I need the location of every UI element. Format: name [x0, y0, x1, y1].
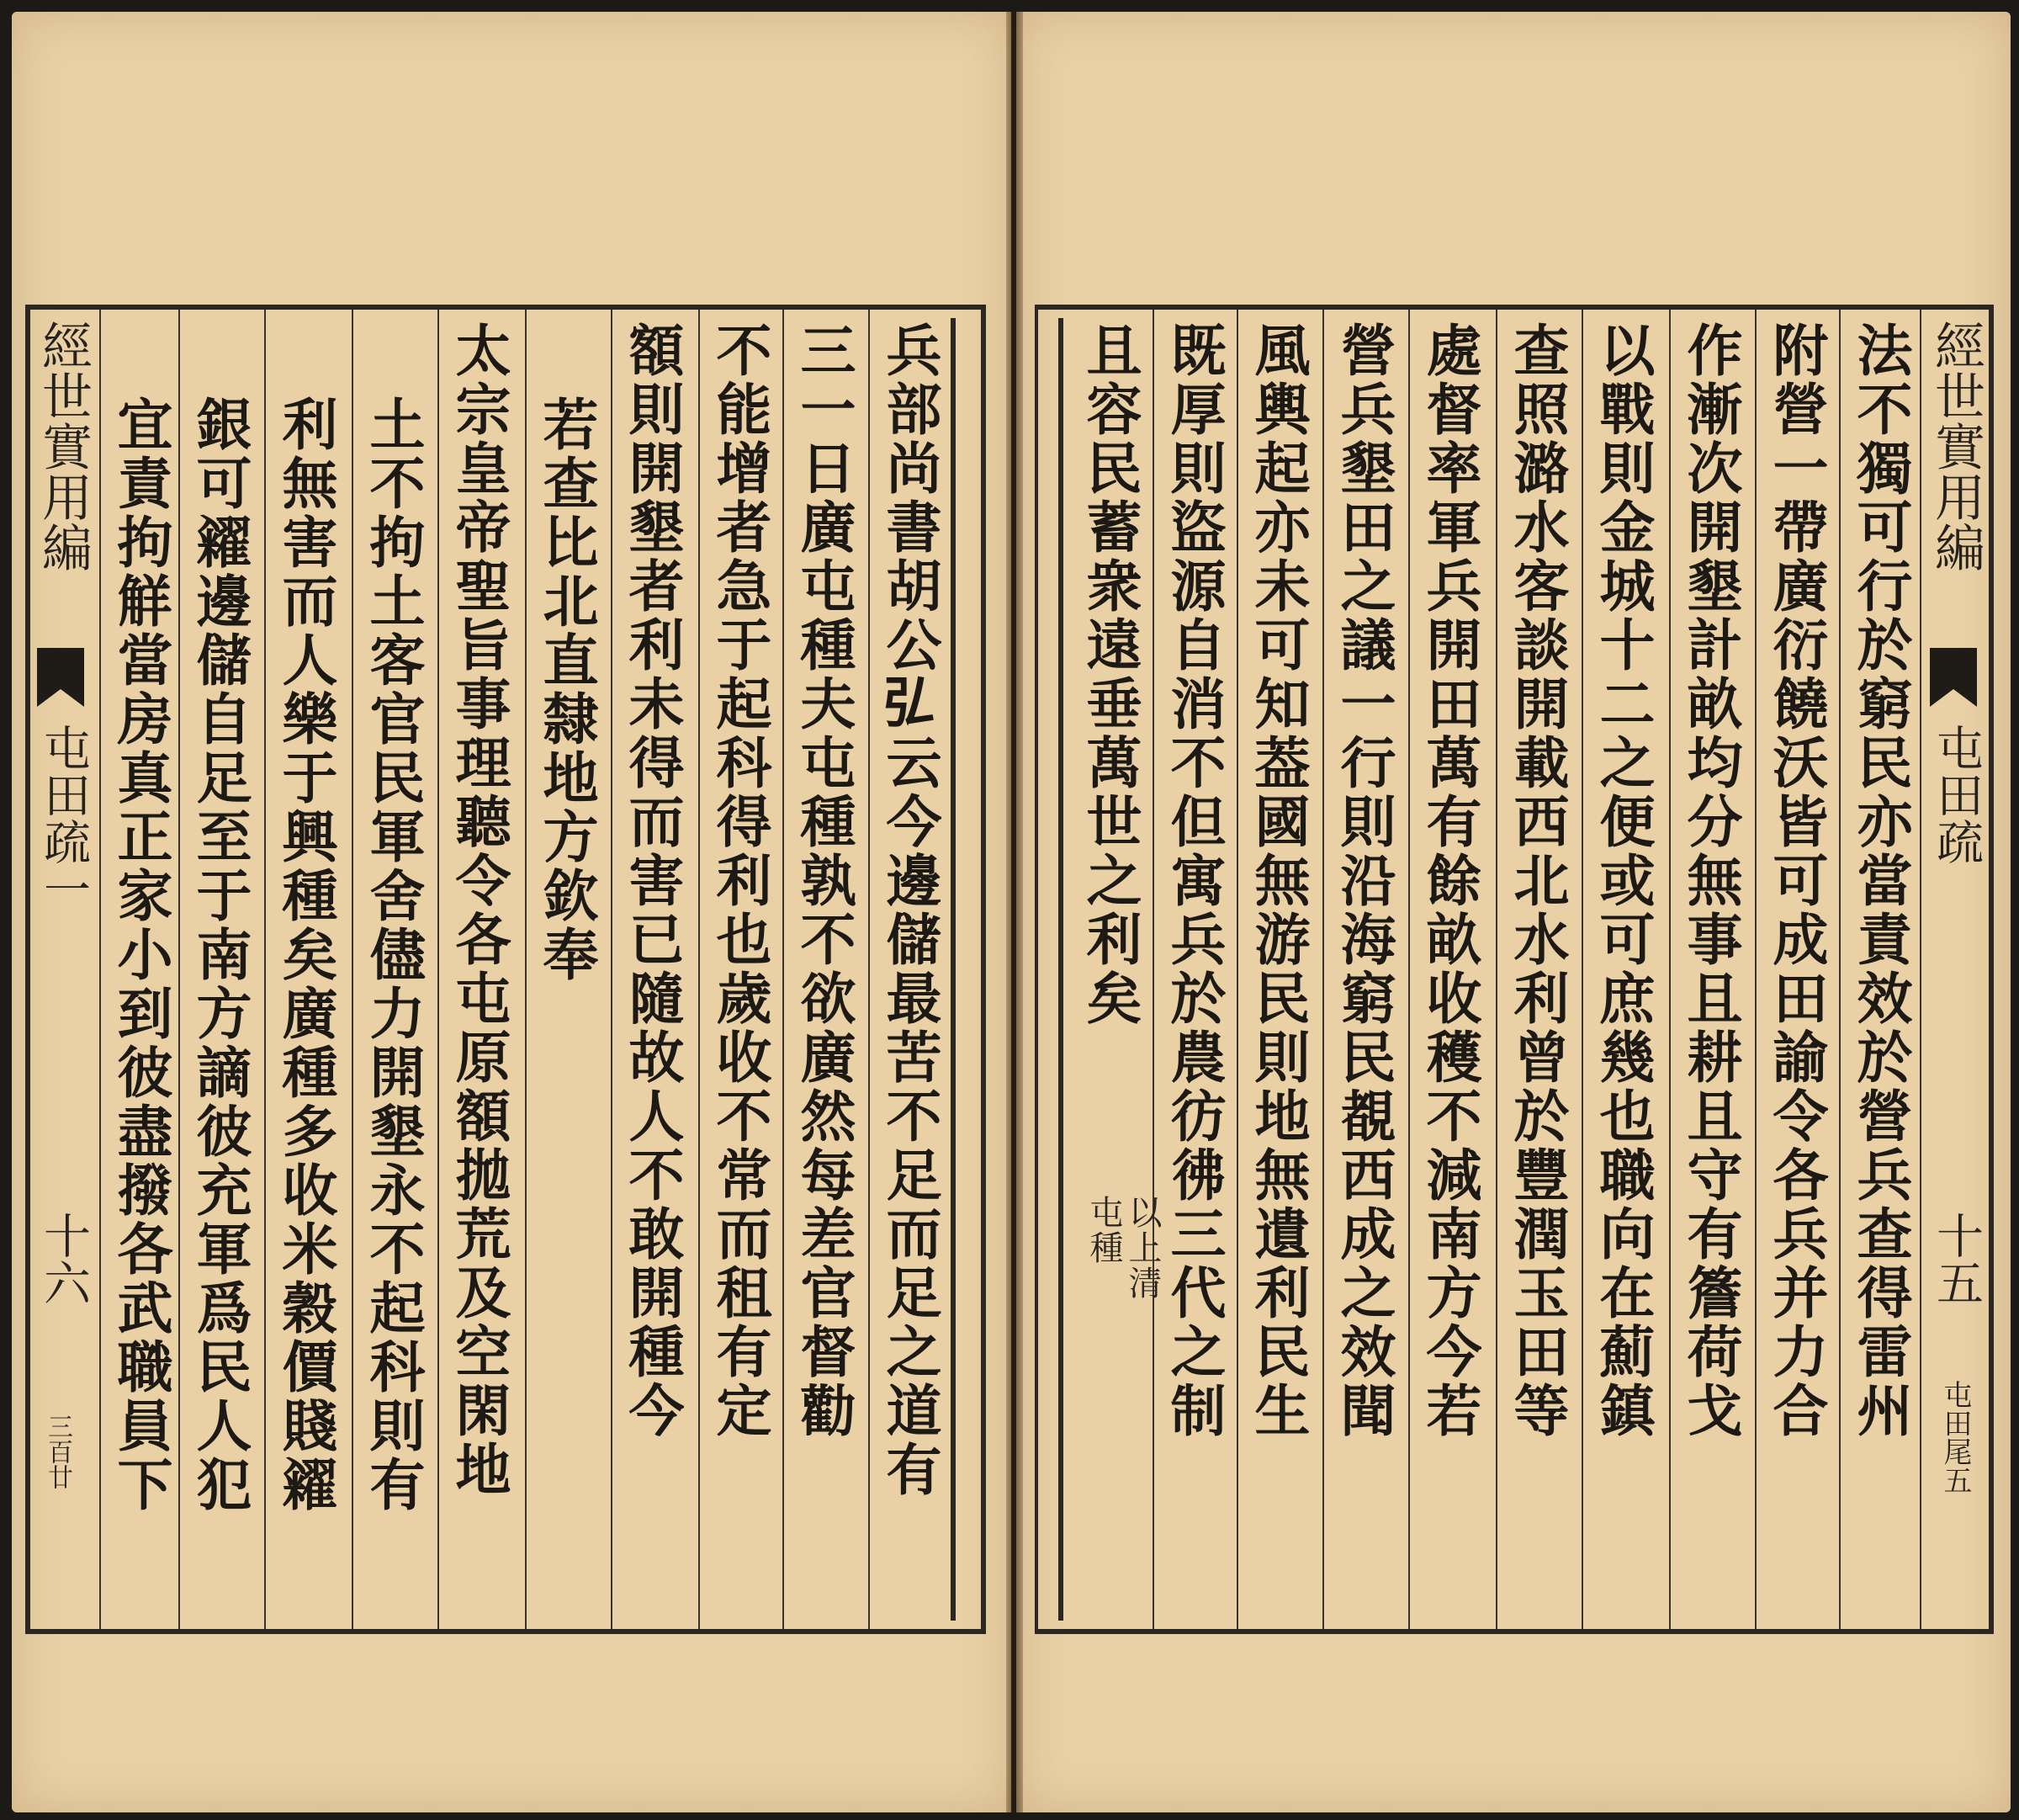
column-rule — [1322, 310, 1324, 1629]
text-column: 不能增者急于起科得利也歲收不常而租有定 — [707, 321, 772, 1441]
right-margin-note: 屯田尾五 — [1938, 1380, 1972, 1494]
text-column: 查照潞水客談開載西北水利曾於豐潤玉田等 — [1504, 321, 1570, 1441]
text-column: 作漸次開墾計畝均分無事且耕且守有簷荷戈 — [1677, 321, 1743, 1441]
text-column: 若查比北直隸地方欽奉 — [533, 395, 599, 984]
column-rule — [611, 310, 612, 1629]
text-column: 三一日廣屯種夫屯種孰不欲廣然每差官督勸 — [791, 321, 856, 1441]
column-rule — [525, 310, 527, 1629]
column-rule — [1408, 310, 1410, 1629]
text-column: 且容民蓄衆遠垂萬世之利矣 — [1077, 321, 1142, 1028]
column-rule — [1920, 310, 1921, 1629]
column-rule — [1496, 310, 1497, 1629]
right-margin-folio: 十五 — [1929, 1212, 1984, 1306]
text-column: 附營一帶廣衍饒沃皆可成田諭令各兵并力合 — [1763, 321, 1829, 1441]
column-rule — [1755, 310, 1757, 1629]
text-column: 額則開墾者利未得而害已隨故人不敢開種今 — [619, 321, 685, 1441]
annotation-line-2: 屯種 — [1084, 1195, 1123, 1266]
column-rule — [437, 310, 439, 1629]
column-rule — [1669, 310, 1671, 1629]
text-column: 營兵墾田之議一行則沿海窮民覩西成之效聞 — [1331, 321, 1396, 1441]
book-gutter — [1006, 12, 1023, 1812]
annotation-line-1: 以上清 — [1123, 1195, 1162, 1301]
text-column: 太宗皇帝聖旨事理聽令各屯原額拋荒及空閑地 — [446, 321, 511, 1499]
column-rule — [782, 310, 784, 1629]
column-rule — [868, 310, 870, 1629]
column-rule — [1839, 310, 1841, 1629]
text-column: 銀可糴邊儲自足至于南方謫彼充軍爲民人犯 — [187, 395, 252, 1515]
text-column: 既厚則盜源自消不但寓兵於農彷彿三代之制 — [1161, 321, 1227, 1441]
text-column: 利無害而人樂于興種矣廣種多收米穀價賤糴 — [273, 395, 338, 1515]
left-page-inner-border — [951, 318, 956, 1621]
left-margin-section: 屯田疏一 — [36, 724, 91, 912]
right-margin-title: 經世實用編 — [1926, 320, 1985, 572]
column-rule — [1153, 310, 1154, 1629]
text-column: 法不獨可行於窮民亦當責效於營兵查得雷州 — [1847, 321, 1913, 1441]
text-column: 宜責拘觧當房真正家小到彼盡撥各武職員下 — [108, 395, 173, 1515]
column-rule — [178, 310, 180, 1629]
left-margin-folio: 十六 — [36, 1212, 91, 1306]
column-rule — [99, 310, 101, 1629]
left-margin-title: 經世實用編 — [34, 320, 93, 572]
text-column: 以戰則金城十二之便或可庶幾也職向在薊鎮 — [1590, 321, 1656, 1441]
text-column: 兵部尚書胡公𢎞云今邊儲最苦不足而足之道有 — [877, 321, 942, 1499]
column-rule — [352, 310, 353, 1629]
column-rule — [1237, 310, 1238, 1629]
right-page-inner-border — [1058, 318, 1063, 1621]
left-margin-count: 三百廿 — [43, 1414, 72, 1489]
column-rule — [698, 310, 700, 1629]
text-column: 土不拘土客官民軍舍儘力開墾永不起科則有 — [360, 395, 426, 1515]
column-rule — [1582, 310, 1583, 1629]
column-rule — [264, 310, 266, 1629]
text-column: 風輿起亦未可知葢國無游民則地無遺利民生 — [1245, 321, 1311, 1441]
right-margin-section: 屯田疏 — [1929, 724, 1984, 865]
text-column: 處督率軍兵開田萬有餘畝收穫不減南方今若 — [1417, 321, 1482, 1441]
